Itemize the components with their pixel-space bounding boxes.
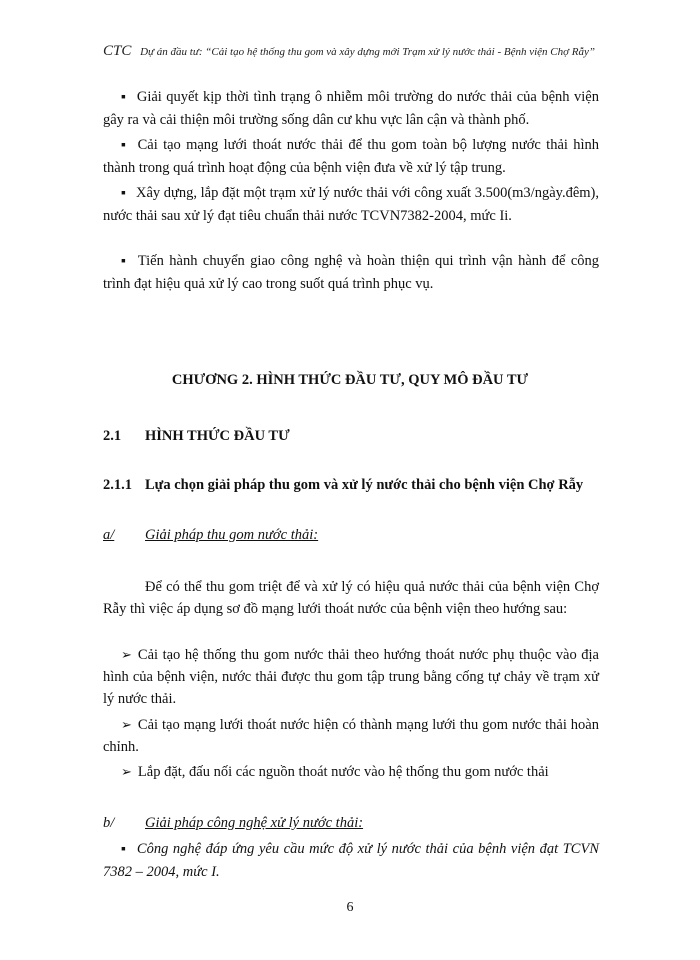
arrow-bullet-icon: ➢ — [121, 717, 132, 732]
part-a-item-text: Cải tạo mạng lưới thoát nước hiện có thành mạng lưới thu gom nước thải hoàn chỉnh. — [103, 717, 599, 755]
part-b-item-text: Công nghệ đáp ứng yêu cầu mức độ xử lý nước thải của bệnh viện đạt TCVN 7382 – 2004, mức I. — [103, 841, 599, 880]
intro-bullet-2 — [103, 134, 599, 179]
arrow-bullet-icon: ➢ — [121, 647, 132, 662]
header-ctc: CTC — [103, 43, 132, 59]
header-title: Dự án đầu tư: “Cải tạo hệ thống thu gom và xây dựng mới Trạm xử lý nước thải - Bệnh viện Chợ Rẫy” — [140, 46, 595, 58]
section-number: 2.1 — [103, 428, 122, 444]
intro-bullet-text: Giải quyết kịp thời tình trạng ô nhiễm môi trường do nước thải của bệnh viện gây ra và cải thiện môi trường sống dân cư khu vực lân cận và thành phố. — [103, 89, 599, 128]
part-a-item-3 — [103, 761, 599, 783]
part-b-title: Giải pháp công nghệ xử lý nước thải: — [145, 815, 364, 831]
part-a-item-text: Lắp đặt, đấu nối các nguồn thoát nước vào hệ thống thu gom nước thải — [137, 764, 549, 780]
intro-bullet-4 — [103, 250, 599, 295]
arrow-bullet-icon: ➢ — [121, 764, 132, 779]
section-title: HÌNH THỨC ĐẦU TƯ — [145, 428, 290, 444]
part-a-item-2 — [103, 714, 599, 758]
part-a-title: Giải pháp thu gom nước thải: — [145, 527, 319, 543]
subsection-heading — [103, 477, 583, 494]
intro-bullet-3 — [103, 182, 599, 227]
part-a-item-text: Cải tạo hệ thống thu gom nước thải theo hướng thoát nước phụ thuộc vào địa hình của bệnh viện, nước thải được thu gom tập trung bằng cống tự chảy về trạm xử lý nước thải. — [103, 647, 599, 707]
intro-bullet-1 — [103, 86, 599, 131]
section-heading — [103, 428, 290, 445]
part-a-paragraph: Để có thể thu gom triệt để và xử lý có hiệu quả nước thải của bệnh viện Chợ Rẫy thì việc áp dụng sơ đồ mạng lưới thoát nước của bệnh viện theo hướng sau: — [103, 579, 599, 617]
part-a-heading — [103, 527, 318, 544]
intro-bullet-text: Tiến hành chuyển giao công nghệ và hoàn thiện qui trình vận hành để công trình đạt hiệu quả xử lý cao trong suốt quá trình phục vụ. — [103, 253, 600, 292]
part-b-item — [103, 838, 599, 883]
subsection-number: 2.1.1 — [103, 477, 132, 493]
page-header — [103, 44, 603, 60]
intro-bullet-text: Cải tạo mạng lưới thoát nước thải để thu gom toàn bộ lượng nước thải hình thành trong quá trình hoạt động của bệnh viện đưa về xử lý tập trung. — [103, 137, 599, 176]
intro-bullet-text: Xây dựng, lắp đặt một trạm xử lý nước thải với công xuất 3.500(m3/ngày.đêm), nước thải sau xử lý đạt tiêu chuẩn thải nước TCVN7382-2004, mức Ii. — [103, 185, 599, 224]
part-b-heading — [103, 815, 363, 832]
chapter-title: CHƯƠNG 2. HÌNH THỨC ĐẦU TƯ, QUY MÔ ĐẦU TƯ — [171, 372, 529, 388]
subsection-title: Lựa chọn giải pháp thu gom và xử lý nước thải cho bệnh viện Chợ Rẫy — [145, 477, 584, 493]
page-number: 6 — [346, 900, 354, 915]
part-a-label: a/ — [103, 527, 115, 543]
part-b-label: b/ — [103, 815, 115, 831]
part-a-item-1 — [103, 644, 599, 710]
